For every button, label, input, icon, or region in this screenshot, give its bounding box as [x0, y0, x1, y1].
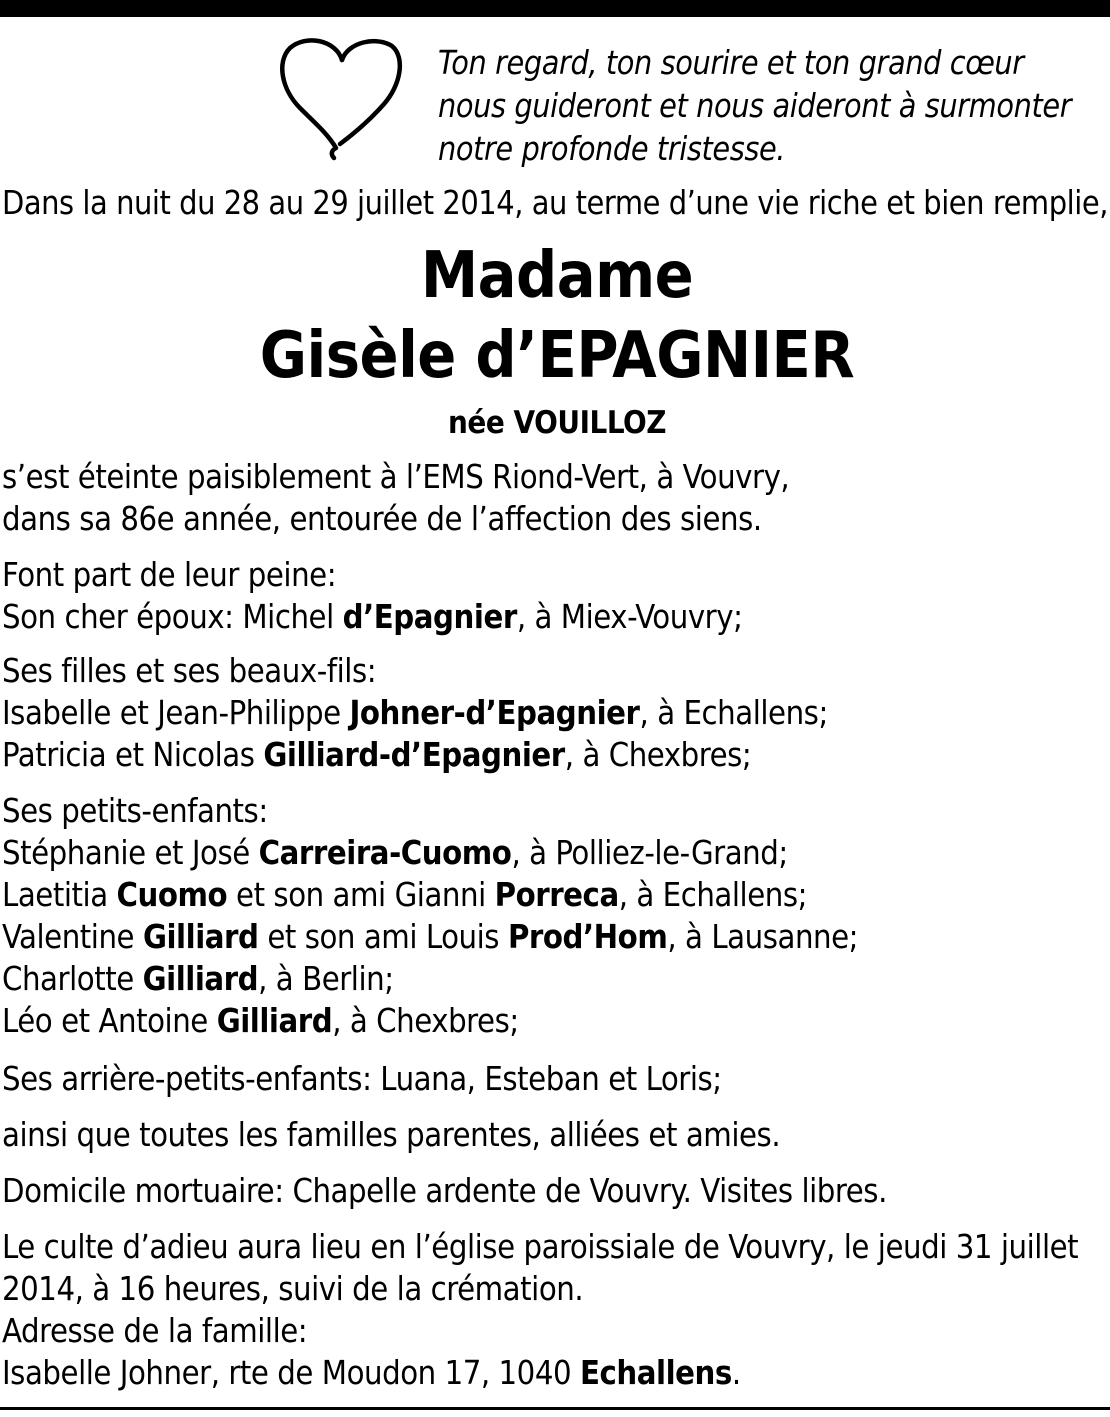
- quote-line: notre profonde tristesse.: [438, 130, 786, 168]
- family-member-line: Isabelle et Jean-Philippe Johner-d’Epagnier, à Echallens;: [2, 694, 828, 732]
- spouse-line: Son cher époux: Michel d’Epagnier, à Miex-Vouvry;: [2, 598, 743, 636]
- quote-line: Ton regard, ton sourire et ton grand cœur: [438, 44, 1024, 82]
- family-member-line: Laetitia Cuomo et son ami Gianni Porreca, à Echallens;: [2, 876, 808, 914]
- mortuary-line: Domicile mortuaire: Chapelle ardente de Vouvry. Visites libres.: [2, 1172, 887, 1210]
- heart-icon: [276, 32, 406, 162]
- family-member-line: Stéphanie et José Carreira-Cuomo, à Polliez-le-Grand;: [2, 834, 788, 872]
- family-member-line: Léo et Antoine Gilliard, à Chexbres;: [2, 1002, 519, 1040]
- honorific-title: Madame: [420, 239, 694, 313]
- service-line: 2014, à 16 heures, suivi de la crémation.: [2, 1270, 584, 1308]
- death-line: dans sa 86e année, entourée de l’affection des siens.: [2, 500, 762, 538]
- family-member-line: Valentine Gilliard et son ami Louis Prod’Hom, à Lausanne;: [2, 918, 859, 956]
- family-member-line: Charlotte Gilliard, à Berlin;: [2, 960, 394, 998]
- death-line: s’est éteinte paisiblement à l’EMS Riond-Vert, à Vouvry,: [2, 458, 790, 496]
- daughters-heading: Ses filles et ses beaux-fils:: [2, 652, 377, 690]
- address-heading: Adresse de la famille:: [2, 1312, 308, 1350]
- top-border-rule: [0, 0, 1110, 17]
- announcement-heading: Font part de leur peine:: [2, 556, 337, 594]
- epitaph-quote: [438, 42, 1110, 171]
- maiden-name: née VOUILLOZ: [447, 405, 667, 441]
- quote-line: nous guideront et nous aideront à surmonter: [438, 87, 1072, 125]
- family-member-line: Patricia et Nicolas Gilliard-d’Epagnier, à Chexbres;: [2, 736, 752, 774]
- families-line: ainsi que toutes les familles parentes, alliées et amies.: [2, 1116, 781, 1154]
- service-line: Le culte d’adieu aura lieu en l’église paroissiale de Vouvry, le jeudi 31 juillet: [2, 1228, 1079, 1266]
- deceased-name: Gisèle d’EPAGNIER: [259, 319, 855, 393]
- great-grandchildren-line: Ses arrière-petits-enfants: Luana, Esteban et Loris;: [2, 1060, 722, 1098]
- address-line: Isabelle Johner, rte de Moudon 17, 1040 Echallens.: [2, 1354, 741, 1392]
- grandchildren-heading: Ses petits-enfants:: [2, 792, 268, 830]
- intro-text: Dans la nuit du 28 au 29 juillet 2014, au terme d’une vie riche et bien remplie,: [2, 184, 1108, 222]
- bottom-border-rule: [0, 1407, 1110, 1410]
